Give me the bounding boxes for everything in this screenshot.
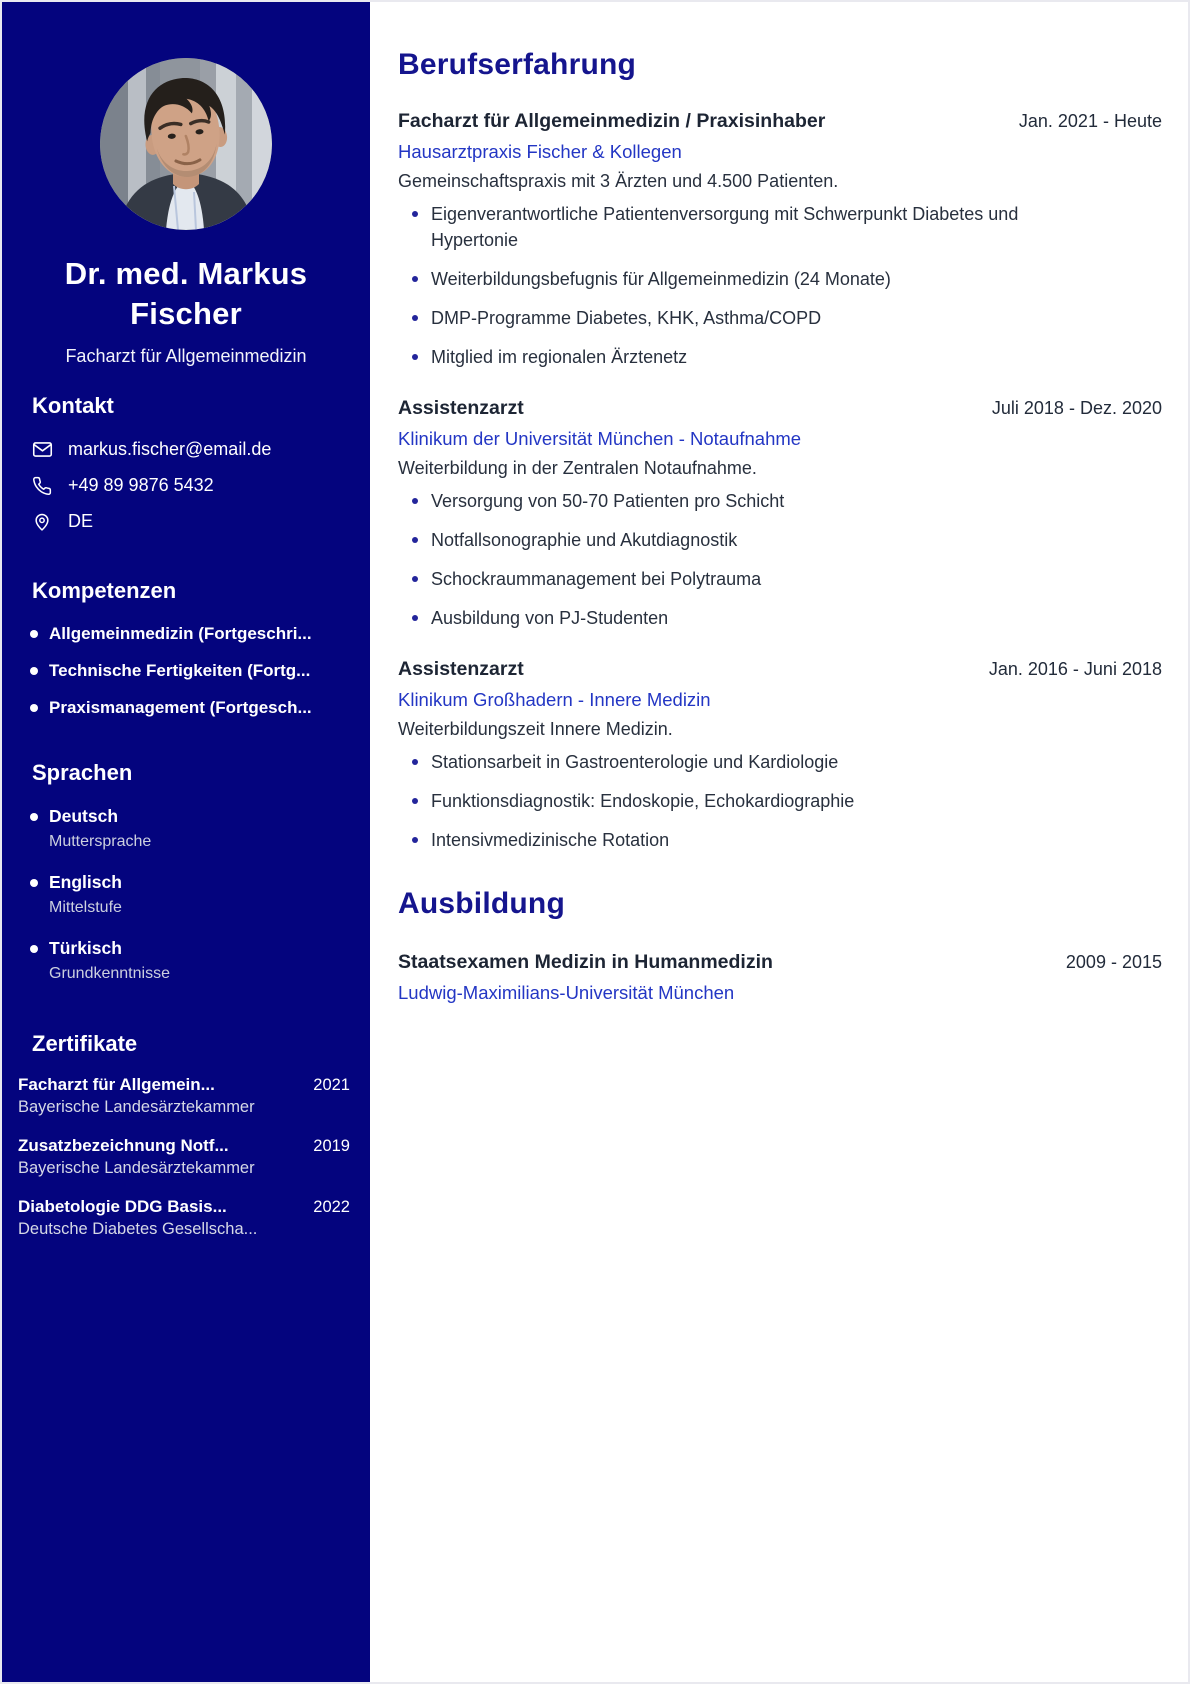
bullet-dot-icon — [30, 667, 38, 675]
bullet-item — [412, 305, 1162, 331]
language-name: Türkisch — [49, 938, 122, 959]
bullet-text: Stationsarbeit in Gastroenterologie und Kardiologie — [431, 752, 839, 772]
bullet-dot-icon — [30, 945, 38, 953]
kompetenzen-heading: Kompetenzen — [32, 578, 177, 604]
skill-label: Praxismanagement (Fortgesch... — [49, 698, 312, 718]
bullet-dot-icon — [412, 211, 418, 217]
bullet-dot-icon — [412, 276, 418, 282]
bullet-item — [412, 605, 1162, 631]
education-section-heading: Ausbildung — [398, 887, 565, 920]
contact-phone-row — [32, 475, 340, 496]
certificate-item — [18, 1136, 350, 1178]
certificate-issuer: Bayerische Landesärztekammer — [18, 1159, 255, 1178]
certificate-year: 2019 — [313, 1137, 350, 1156]
skill-item — [30, 624, 352, 644]
job-title: Assistenzarzt — [398, 397, 524, 419]
certificate-item — [18, 1075, 350, 1117]
certificate-issuer: Bayerische Landesärztekammer — [18, 1098, 255, 1117]
bullet-dot-icon — [412, 798, 418, 804]
language-level: Muttersprache — [49, 833, 152, 851]
certificate-issuer: Deutsche Diabetes Gesellscha... — [18, 1220, 258, 1239]
bullet-dot-icon — [412, 576, 418, 582]
bullet-dot-icon — [412, 615, 418, 621]
language-item — [30, 806, 352, 851]
bullet-dot-icon — [30, 879, 38, 887]
school-link[interactable]: Ludwig-Maximilians-Universität München — [398, 982, 735, 1003]
company-link[interactable]: Klinikum der Universität München - Notaufnahme — [398, 428, 802, 449]
job-entry — [398, 658, 1162, 853]
job-dates: Jan. 2016 - Juni 2018 — [988, 659, 1162, 679]
language-level: Grundkenntnisse — [49, 965, 170, 983]
bullet-dot-icon — [30, 630, 38, 638]
job-title: Facharzt für Allgemeinmedizin / Praxisinhaber — [398, 110, 826, 132]
bullet-item — [412, 344, 1162, 370]
bullet-text: DMP-Programme Diabetes, KHK, Asthma/COPD — [431, 308, 822, 328]
job-description: Gemeinschaftspraxis mit 3 Ärzten und 4.500 Patienten. — [398, 171, 839, 191]
education-entry — [398, 951, 1162, 1004]
job-dates: Jan. 2021 - Heute — [1018, 111, 1162, 131]
job-bullet-list — [398, 201, 1162, 370]
education-title: Staatsexamen Medizin in Humanmedizin — [398, 951, 773, 973]
certificates-list — [2, 1075, 370, 1239]
location-text: DE — [68, 511, 94, 532]
bullet-item — [412, 527, 1162, 553]
skill-item — [30, 661, 352, 681]
bullet-dot-icon — [30, 813, 38, 821]
location-pin-icon — [32, 511, 53, 532]
company-link[interactable]: Hausarztpraxis Fischer & Kollegen — [398, 141, 682, 162]
bullet-item — [412, 749, 1162, 775]
bullet-dot-icon — [412, 537, 418, 543]
job-dates: Juli 2018 - Dez. 2020 — [991, 398, 1162, 418]
person-name: Dr. med. Markus Fischer — [64, 256, 308, 331]
company-link[interactable]: Klinikum Großhadern - Innere Medizin — [398, 689, 711, 710]
bullet-item — [412, 788, 1162, 814]
bullet-dot-icon — [412, 498, 418, 504]
contact-location-row — [32, 511, 340, 532]
phone-text: +49 89 9876 5432 — [68, 475, 214, 496]
bullet-item — [412, 266, 1162, 292]
bullet-text: Funktionsdiagnostik: Endoskopie, Echokardiographie — [431, 791, 855, 811]
bullet-item — [412, 201, 1162, 253]
certificate-year: 2022 — [313, 1198, 350, 1217]
education-dates: 2009 - 2015 — [1065, 952, 1162, 972]
person-job-title: Facharzt für Allgemeinmedizin — [65, 346, 307, 367]
bullet-item — [412, 827, 1162, 853]
contact-list — [2, 439, 370, 532]
skills-list — [2, 624, 370, 718]
job-description: Weiterbildungszeit Innere Medizin. — [398, 719, 673, 739]
bullet-text: Notfallsonographie und Akutdiagnostik — [431, 530, 738, 550]
sidebar — [2, 2, 370, 1682]
bullet-item — [412, 566, 1162, 592]
languages-list — [2, 806, 370, 983]
bullet-text: Intensivmedizinische Rotation — [431, 830, 670, 850]
bullet-text: Eigenverantwortliche Patientenversorgung mit Schwerpunkt Diabetes und Hypertonie — [431, 204, 1019, 250]
bullet-dot-icon — [412, 837, 418, 843]
job-description: Weiterbildung in der Zentralen Notaufnahme. — [398, 458, 757, 478]
contact-email-row — [32, 439, 340, 460]
phone-icon — [32, 475, 53, 496]
certificate-title: Zusatzbezeichnung Notf... — [18, 1136, 229, 1156]
skill-label: Technische Fertigkeiten (Fortg... — [49, 661, 311, 681]
zertifikate-heading: Zertifikate — [32, 1031, 138, 1057]
experience-section-heading: Berufserfahrung — [398, 48, 637, 81]
bullet-text: Versorgung von 50-70 Patienten pro Schicht — [431, 491, 785, 511]
job-title: Assistenzarzt — [398, 658, 524, 680]
job-bullet-list — [398, 749, 1162, 853]
bullet-item — [412, 488, 1162, 514]
kontakt-heading: Kontakt — [32, 393, 114, 419]
language-name: Deutsch — [49, 806, 119, 827]
experience-list — [398, 110, 1162, 853]
job-entry — [398, 110, 1162, 370]
main-content — [370, 2, 1188, 1682]
bullet-text: Weiterbildungsbefugnis für Allgemeinmedizin (24 Monate) — [431, 269, 891, 289]
certificate-item — [18, 1197, 350, 1239]
sprachen-heading: Sprachen — [32, 760, 133, 786]
bullet-dot-icon — [412, 354, 418, 360]
skill-item — [30, 698, 352, 718]
bullet-text: Schockraummanagement bei Polytrauma — [431, 569, 762, 589]
email-text: markus.fischer@email.de — [68, 439, 272, 460]
portrait-illustration — [100, 58, 272, 230]
language-level: Mittelstufe — [49, 899, 122, 917]
bullet-text: Mitglied im regionalen Ärztenetz — [431, 347, 688, 367]
bullet-dot-icon — [30, 704, 38, 712]
bullet-dot-icon — [412, 315, 418, 321]
certificate-title: Facharzt für Allgemein... — [18, 1075, 215, 1095]
bullet-dot-icon — [412, 759, 418, 765]
bullet-text: Ausbildung von PJ-Studenten — [431, 608, 669, 628]
profile-photo — [100, 58, 272, 230]
language-item — [30, 938, 352, 983]
language-name: Englisch — [49, 872, 122, 893]
job-bullet-list — [398, 488, 1162, 631]
certificate-year: 2021 — [313, 1076, 350, 1095]
language-item — [30, 872, 352, 917]
certificate-title: Diabetologie DDG Basis... — [18, 1197, 227, 1217]
skill-label: Allgemeinmedizin (Fortgeschri... — [49, 624, 312, 644]
job-entry — [398, 397, 1162, 631]
envelope-icon — [32, 439, 53, 460]
